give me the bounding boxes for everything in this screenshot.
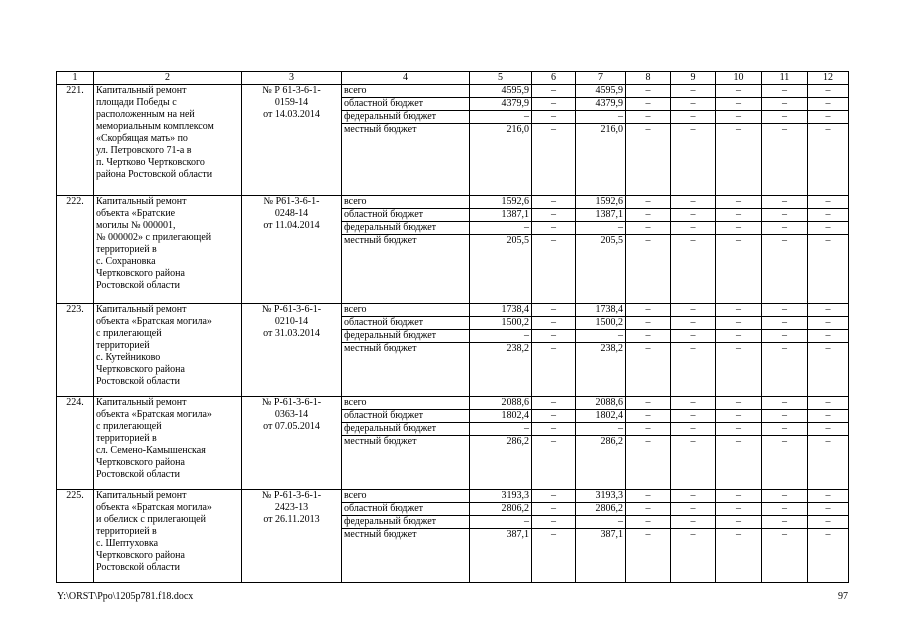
value-cell-c10: – <box>716 111 762 124</box>
header-cell: 5 <box>470 72 532 85</box>
value-cell-c6: – <box>532 490 576 503</box>
value-cell-c12: – <box>808 317 849 330</box>
value-cell-c8: – <box>626 317 671 330</box>
value-cell-c10: – <box>716 343 762 397</box>
value-cell-c6: – <box>532 196 576 209</box>
value-cell-c11: – <box>762 490 808 503</box>
value-cell-c10: – <box>716 397 762 410</box>
value-cell-c5: 2806,2 <box>470 503 532 516</box>
object-name: Капитальный ремонт объекта «Братская могила» и обелиск с прилегающей территорией в с. Шептуховка Чертковского района Ростовской области <box>94 490 242 583</box>
value-cell-c5: – <box>470 111 532 124</box>
value-cell-c9: – <box>671 304 716 317</box>
value-cell-c8: – <box>626 111 671 124</box>
funding-source-label: местный бюджет <box>342 343 470 397</box>
value-cell-c8: – <box>626 196 671 209</box>
value-cell-c7: 238,2 <box>576 343 626 397</box>
value-cell-c10: – <box>716 490 762 503</box>
value-cell-c9: – <box>671 490 716 503</box>
value-cell-c10: – <box>716 124 762 196</box>
funding-source-label: областной бюджет <box>342 209 470 222</box>
value-cell-c7: 1592,6 <box>576 196 626 209</box>
funding-source-label: федеральный бюджет <box>342 423 470 436</box>
value-cell-c11: – <box>762 222 808 235</box>
value-cell-c6: – <box>532 503 576 516</box>
value-cell-c12: – <box>808 490 849 503</box>
row-number: 223. <box>57 304 94 397</box>
value-cell-c8: – <box>626 330 671 343</box>
value-cell-c11: – <box>762 209 808 222</box>
value-cell-c10: – <box>716 410 762 423</box>
value-cell-c10: – <box>716 330 762 343</box>
value-cell-c9: – <box>671 423 716 436</box>
funding-source-label: местный бюджет <box>342 436 470 490</box>
value-cell-c7: 1802,4 <box>576 410 626 423</box>
header-cell: 12 <box>808 72 849 85</box>
value-cell-c5: – <box>470 516 532 529</box>
value-cell-c9: – <box>671 503 716 516</box>
funding-source-label: областной бюджет <box>342 503 470 516</box>
value-cell-c8: – <box>626 343 671 397</box>
value-cell-c5: – <box>470 222 532 235</box>
value-cell-c12: – <box>808 209 849 222</box>
value-cell-c12: – <box>808 124 849 196</box>
funding-source-label: федеральный бюджет <box>342 516 470 529</box>
value-cell-c10: – <box>716 98 762 111</box>
funding-source-label: областной бюджет <box>342 410 470 423</box>
funding-source-label: всего <box>342 304 470 317</box>
value-cell-c6: – <box>532 529 576 583</box>
table-row <box>57 490 849 503</box>
value-cell-c10: – <box>716 235 762 304</box>
value-cell-c7: 3193,3 <box>576 490 626 503</box>
value-cell-c5: 4379,9 <box>470 98 532 111</box>
value-cell-c10: – <box>716 209 762 222</box>
value-cell-c9: – <box>671 436 716 490</box>
value-cell-c6: – <box>532 209 576 222</box>
object-name: Капитальный ремонт объекта «Братская могила» с прилегающей территорией в сл. Семено-Камышенская Чертковского района Ростовской области <box>94 397 242 490</box>
value-cell-c8: – <box>626 222 671 235</box>
header-cell: 3 <box>242 72 342 85</box>
value-cell-c12: – <box>808 503 849 516</box>
value-cell-c5: 2088,6 <box>470 397 532 410</box>
value-cell-c7: 4379,9 <box>576 98 626 111</box>
table-row <box>57 196 849 209</box>
table-body <box>57 72 849 583</box>
value-cell-c12: – <box>808 423 849 436</box>
value-cell-c6: – <box>532 410 576 423</box>
header-row <box>57 72 849 85</box>
header-cell: 6 <box>532 72 576 85</box>
value-cell-c8: – <box>626 85 671 98</box>
value-cell-c9: – <box>671 410 716 423</box>
value-cell-c8: – <box>626 503 671 516</box>
value-cell-c8: – <box>626 397 671 410</box>
value-cell-c6: – <box>532 235 576 304</box>
value-cell-c12: – <box>808 235 849 304</box>
value-cell-c7: 216,0 <box>576 124 626 196</box>
object-name: Капитальный ремонт площади Победы с расположенным на ней мемориальным комплексом «Скорбящая мать» по ул. Петровского 71-а в п. Чертково Чертковского района Ростовской области <box>94 85 242 196</box>
value-cell-c11: – <box>762 423 808 436</box>
value-cell-c8: – <box>626 516 671 529</box>
value-cell-c10: – <box>716 304 762 317</box>
value-cell-c6: – <box>532 111 576 124</box>
value-cell-c6: – <box>532 343 576 397</box>
row-number: 224. <box>57 397 94 490</box>
budget-table <box>56 71 849 583</box>
value-cell-c9: – <box>671 98 716 111</box>
value-cell-c7: 4595,9 <box>576 85 626 98</box>
page-number: 97 <box>838 591 848 602</box>
document-number: № Р-61-3-6-1- 0363-14 от 07.05.2014 <box>242 397 342 490</box>
value-cell-c7: – <box>576 423 626 436</box>
value-cell-c6: – <box>532 516 576 529</box>
value-cell-c6: – <box>532 330 576 343</box>
value-cell-c9: – <box>671 196 716 209</box>
value-cell-c12: – <box>808 222 849 235</box>
value-cell-c6: – <box>532 124 576 196</box>
value-cell-c7: – <box>576 222 626 235</box>
value-cell-c9: – <box>671 209 716 222</box>
value-cell-c5: 1802,4 <box>470 410 532 423</box>
document-number: № Р-61-3-6-1- 0210-14 от 31.03.2014 <box>242 304 342 397</box>
value-cell-c5: 387,1 <box>470 529 532 583</box>
value-cell-c5: 1592,6 <box>470 196 532 209</box>
value-cell-c7: – <box>576 111 626 124</box>
value-cell-c11: – <box>762 436 808 490</box>
funding-source-label: федеральный бюджет <box>342 111 470 124</box>
value-cell-c12: – <box>808 410 849 423</box>
value-cell-c9: – <box>671 111 716 124</box>
value-cell-c11: – <box>762 503 808 516</box>
document-number: № Р61-3-6-1- 0248-14 от 11.04.2014 <box>242 196 342 304</box>
value-cell-c10: – <box>716 222 762 235</box>
value-cell-c6: – <box>532 397 576 410</box>
value-cell-c5: 205,5 <box>470 235 532 304</box>
value-cell-c11: – <box>762 196 808 209</box>
funding-source-label: областной бюджет <box>342 98 470 111</box>
value-cell-c11: – <box>762 98 808 111</box>
document-number: № Р-61-3-6-1- 2423-13 от 26.11.2013 <box>242 490 342 583</box>
object-name: Капитальный ремонт объекта «Братские могилы № 000001, № 000002» с прилегающей территорией в с. Сохрановка Чертковского района Ростовской области <box>94 196 242 304</box>
value-cell-c11: – <box>762 410 808 423</box>
value-cell-c9: – <box>671 317 716 330</box>
funding-source-label: всего <box>342 490 470 503</box>
value-cell-c5: – <box>470 330 532 343</box>
funding-source-label: местный бюджет <box>342 235 470 304</box>
document-number: № Р 61-3-6-1- 0159-14 от 14.03.2014 <box>242 85 342 196</box>
funding-source-label: всего <box>342 196 470 209</box>
value-cell-c9: – <box>671 124 716 196</box>
value-cell-c12: – <box>808 343 849 397</box>
funding-source-label: федеральный бюджет <box>342 222 470 235</box>
value-cell-c7: 1387,1 <box>576 209 626 222</box>
value-cell-c11: – <box>762 111 808 124</box>
value-cell-c9: – <box>671 222 716 235</box>
value-cell-c5: 3193,3 <box>470 490 532 503</box>
value-cell-c5: 1500,2 <box>470 317 532 330</box>
value-cell-c5: 4595,9 <box>470 85 532 98</box>
funding-source-label: местный бюджет <box>342 529 470 583</box>
value-cell-c5: 1738,4 <box>470 304 532 317</box>
header-cell: 10 <box>716 72 762 85</box>
value-cell-c6: – <box>532 98 576 111</box>
value-cell-c8: – <box>626 490 671 503</box>
value-cell-c8: – <box>626 98 671 111</box>
header-cell: 11 <box>762 72 808 85</box>
value-cell-c9: – <box>671 343 716 397</box>
value-cell-c12: – <box>808 397 849 410</box>
value-cell-c9: – <box>671 235 716 304</box>
value-cell-c6: – <box>532 436 576 490</box>
header-cell: 8 <box>626 72 671 85</box>
value-cell-c7: 205,5 <box>576 235 626 304</box>
value-cell-c6: – <box>532 317 576 330</box>
value-cell-c12: – <box>808 304 849 317</box>
value-cell-c11: – <box>762 235 808 304</box>
value-cell-c5: 216,0 <box>470 124 532 196</box>
table-row <box>57 85 849 98</box>
value-cell-c5: 238,2 <box>470 343 532 397</box>
header-cell: 7 <box>576 72 626 85</box>
funding-source-label: местный бюджет <box>342 124 470 196</box>
value-cell-c9: – <box>671 529 716 583</box>
value-cell-c8: – <box>626 410 671 423</box>
value-cell-c12: – <box>808 529 849 583</box>
value-cell-c6: – <box>532 304 576 317</box>
value-cell-c5: 1387,1 <box>470 209 532 222</box>
value-cell-c10: – <box>716 529 762 583</box>
value-cell-c10: – <box>716 503 762 516</box>
value-cell-c6: – <box>532 85 576 98</box>
row-number: 225. <box>57 490 94 583</box>
value-cell-c9: – <box>671 397 716 410</box>
value-cell-c8: – <box>626 529 671 583</box>
value-cell-c7: 286,2 <box>576 436 626 490</box>
value-cell-c11: – <box>762 85 808 98</box>
value-cell-c12: – <box>808 330 849 343</box>
value-cell-c9: – <box>671 85 716 98</box>
value-cell-c11: – <box>762 124 808 196</box>
row-number: 221. <box>57 85 94 196</box>
value-cell-c11: – <box>762 343 808 397</box>
value-cell-c7: – <box>576 330 626 343</box>
header-cell: 1 <box>57 72 94 85</box>
value-cell-c12: – <box>808 436 849 490</box>
value-cell-c9: – <box>671 330 716 343</box>
table-row <box>57 397 849 410</box>
value-cell-c5: 286,2 <box>470 436 532 490</box>
header-cell: 9 <box>671 72 716 85</box>
table-row <box>57 304 849 317</box>
value-cell-c10: – <box>716 436 762 490</box>
value-cell-c8: – <box>626 423 671 436</box>
value-cell-c5: – <box>470 423 532 436</box>
value-cell-c7: 2806,2 <box>576 503 626 516</box>
header-cell: 2 <box>94 72 242 85</box>
value-cell-c11: – <box>762 516 808 529</box>
header-cell: 4 <box>342 72 470 85</box>
value-cell-c6: – <box>532 423 576 436</box>
funding-source-label: федеральный бюджет <box>342 330 470 343</box>
object-name: Капитальный ремонт объекта «Братская могила» с прилегающей территорией с. Кутейниково Чертковского района Ростовской области <box>94 304 242 397</box>
value-cell-c8: – <box>626 209 671 222</box>
value-cell-c11: – <box>762 317 808 330</box>
value-cell-c10: – <box>716 516 762 529</box>
value-cell-c7: 1738,4 <box>576 304 626 317</box>
value-cell-c8: – <box>626 235 671 304</box>
value-cell-c8: – <box>626 124 671 196</box>
value-cell-c6: – <box>532 222 576 235</box>
value-cell-c11: – <box>762 330 808 343</box>
value-cell-c11: – <box>762 529 808 583</box>
funding-source-label: всего <box>342 85 470 98</box>
value-cell-c7: – <box>576 516 626 529</box>
value-cell-c7: 1500,2 <box>576 317 626 330</box>
value-cell-c12: – <box>808 196 849 209</box>
value-cell-c10: – <box>716 196 762 209</box>
value-cell-c11: – <box>762 304 808 317</box>
row-number: 222. <box>57 196 94 304</box>
value-cell-c12: – <box>808 516 849 529</box>
value-cell-c12: – <box>808 98 849 111</box>
value-cell-c11: – <box>762 397 808 410</box>
value-cell-c12: – <box>808 85 849 98</box>
footer-file-path: Y:\ORST\Ppo\1205p781.f18.docx <box>57 591 194 602</box>
value-cell-c9: – <box>671 516 716 529</box>
value-cell-c7: 387,1 <box>576 529 626 583</box>
funding-source-label: всего <box>342 397 470 410</box>
value-cell-c10: – <box>716 423 762 436</box>
funding-source-label: областной бюджет <box>342 317 470 330</box>
value-cell-c7: 2088,6 <box>576 397 626 410</box>
value-cell-c10: – <box>716 85 762 98</box>
value-cell-c12: – <box>808 111 849 124</box>
value-cell-c10: – <box>716 317 762 330</box>
value-cell-c8: – <box>626 436 671 490</box>
value-cell-c8: – <box>626 304 671 317</box>
